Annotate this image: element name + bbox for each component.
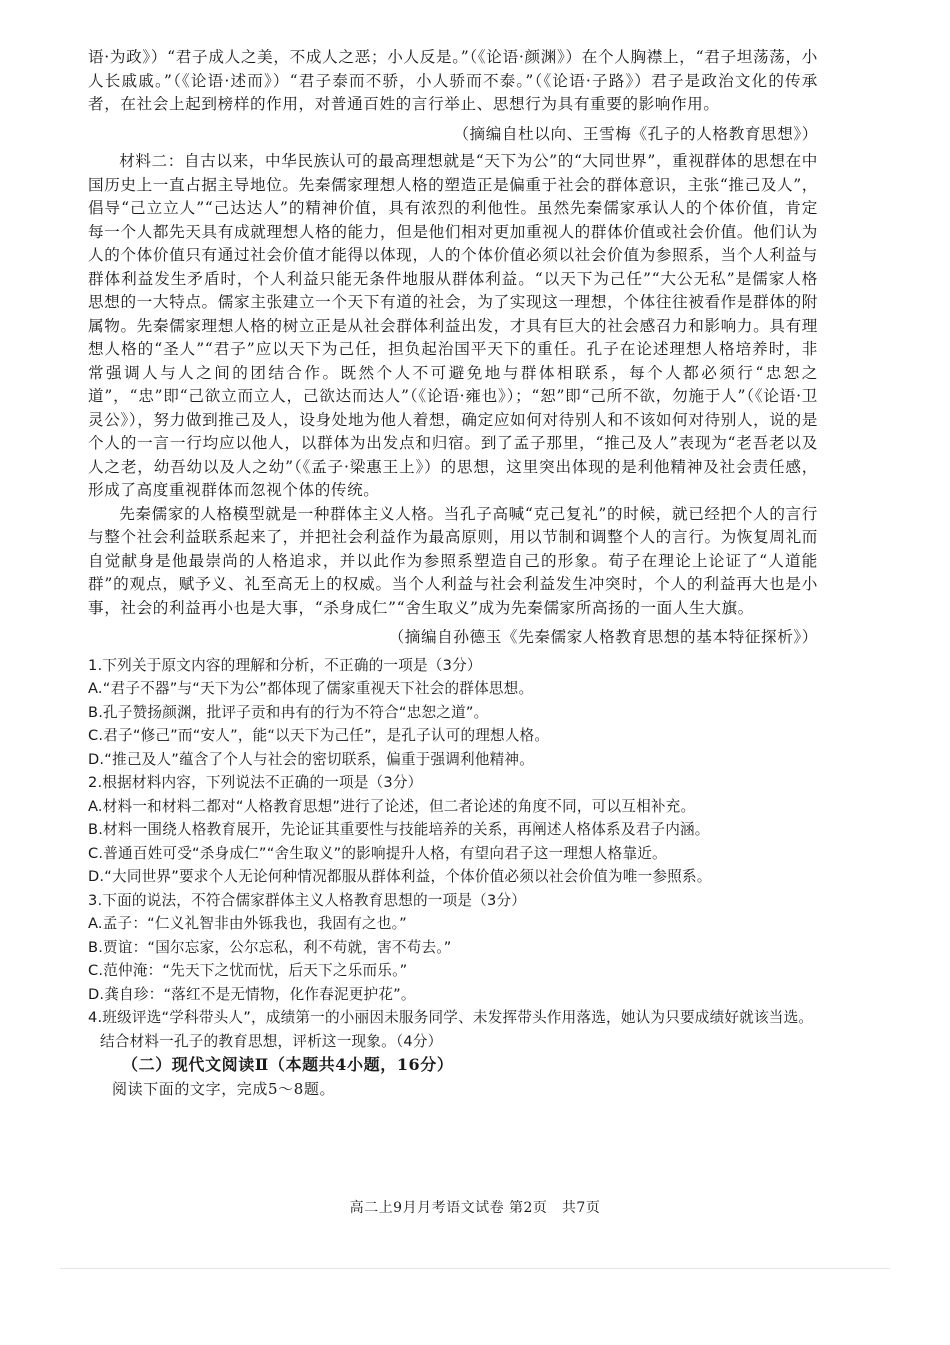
- material-two-paragraph-1: 材料二：自古以来，中华民族认可的最高理想就是“天下为公”的“大同世界”，重视群体的思想在中国历史上一直占据主导地位。先秦儒家理想人格的塑造正是偏重于社会的群体意识，主张“推己及人”，倡导“己立立人”“己达达人”的精神价值，具有浓烈的利他性。虽然先秦儒家承认人的个体价值，肯定每一个人都先天具有成就理想人格的能力，但是他们相对更加重视人的群体价值或社会价值。他们认为人的个体价值只有通过社会价值才能得以体现，人的个体价值必须以社会价值为参照系，当个人利益与群体利益发生矛盾时，个人利益只能无条件地服从群体利益。“以天下为己任”“大公无私”是儒家人格思想的一大特点。儒家主张建立一个天下有道的社会，为了实现这一理想，个体往往被看作是群体的附属物。先秦儒家理想人格的树立正是从社会群体利益出发，才具有巨大的社会感召力和影响力。具有理想人格的“圣人”“君子”应以天下为己任，担负起治国平天下的重任。孔子在论述理想人格培养时，非常强调人与人之间的团结合作。既然个人不可避免地与群体相联系，每个人都必须行“忠恕之道”，“忠”即“己欲立而立人，己欲达而达人”（《论语·雍也》）；“恕”即“己所不欲，勿施于人”（《论语·卫灵公》），努力做到推己及人，设身处地为他人着想，确定应如何对待别人和不该如何对待别人，说的是个人的一言一行均应以他人，以群体为出发点和归宿。到了孟子那里，“推己及人”表现为“老吾老以及人之老，幼吾幼以及人之幼”（《孟子·梁惠王上》）的思想，这里突出体现的是利他精神及社会责任感，形成了高度重视群体而忽视个体的传统。: [88, 152, 818, 499]
- option-c: C.范仲淹：“先天下之忧而忧，后天下之乐而乐。”: [88, 962, 408, 979]
- option-a: A.材料一和材料二都对“人格教育思想”进行了论述，但二者论述的角度不同，可以互相补充。: [88, 797, 696, 815]
- question-stem: 3.下面的说法，不符合儒家群体主义人格教育思想的一项是（3分）: [88, 891, 527, 909]
- material-two-source: （摘编自孙德玉《先秦儒家人格教育思想的基本特征探析》）: [388, 628, 818, 646]
- material-two: [88, 150, 818, 650]
- material-one-source: （摘编自杜以向、王雪梅《孔子的人格教育思想》）: [453, 124, 818, 143]
- option-a: A.“君子不器”与“天下为公”都体现了儒家重视天下社会的群体思想。: [88, 680, 534, 697]
- section-heading: （二）现代文阅读Ⅱ（本题共4小题，16分）: [122, 1055, 454, 1074]
- question-4: [88, 1006, 818, 1053]
- question-2: [88, 771, 818, 889]
- option-b: B.贾谊：“国尔忘家，公尔忘私，利不苟就，害不苟去。”: [88, 938, 452, 956]
- question-stem: 2.根据材料内容，下列说法不正确的一项是（3分）: [88, 774, 423, 791]
- page-footer: 高二上9月月考语文试卷 第2页 共7页: [349, 1200, 601, 1216]
- material-two-paragraph-2: 先秦儒家的人格模型就是一种群体主义人格。当孔子高喊“克己复礼”的时候，就已经把个人的言行与整个社会利益联系起来了，并把社会利益作为最高原则，用以节制和调整个人的言行。为恢复周礼而自觉献身是他最崇尚的人格追求，并以此作为参照系塑造自己的形象。荀子在理论上论证了“人道能群”的观点，赋予义、礼至高无上的权威。当个人利益与社会利益发生冲突时，个人的利益再大也是小事，社会的利益再小也是大事，“杀身成仁”“舍生取义”成为先秦儒家所高扬的一面人生大旗。: [88, 504, 818, 617]
- option-d: D.“大同世界”要求个人无论何种情况都服从群体利益，个体价值必须以社会价值为唯一参照系。: [88, 868, 712, 885]
- option-c: C.普通百姓可受“杀身成仁”“舍生取义”的影响提升人格，有望向君子这一理想人格靠近。: [88, 844, 667, 862]
- section-instruction: 阅读下面的文字，完成5～8题。: [112, 1080, 336, 1098]
- option-a: A.孟子：“仁义礼智非由外铄我也，我固有之也。”: [88, 915, 407, 932]
- question-1: [88, 654, 818, 772]
- question-stem: 1.下列关于原文内容的理解和分析，不正确的一项是（3分）: [88, 656, 482, 674]
- question-stem: 4.班级评选“学科带头人”，成绩第一的小丽因未服务同学、未发挥带头作用落选，她认为只要成绩好就该当选。结合材料一孔子的教育思想，评析这一现象。（4分）: [88, 1009, 814, 1050]
- question-3: [88, 889, 818, 1007]
- option-d: D.龚自珍：“落红不是无情物，化作春泥更护花”。: [88, 985, 416, 1003]
- option-b: B.孔子赞扬颜渊，批评子贡和冉有的行为不符合“忠恕之道”。: [88, 703, 489, 721]
- option-b: B.材料一围绕人格教育展开，先论证其重要性与技能培养的关系，再阐述人格体系及君子内涵。: [88, 821, 710, 838]
- option-d: D.“推己及人”蕴含了个人与社会的密切联系，偏重于强调利他精神。: [88, 750, 535, 768]
- bottom-divider: [60, 1268, 890, 1269]
- material-one-tail: [88, 46, 818, 146]
- material-one-text: 语·为政》）“君子成人之美，不成人之恶；小人反是。”（《论语·颜渊》）在个人胸襟上，“君子坦荡荡，小人长戚戚。”（《论语·述而》）“君子泰而不骄，小人骄而不泰。”（《论语·子路》）君子是政治文化的传承者，在社会上起到榜样的作用，对普通百姓的言行举止、思想行为具有重要的影响作用。: [88, 48, 818, 113]
- option-c: C.君子“修己”而“安人”，能“以天下为己任”，是孔子认可的理想人格。: [88, 727, 550, 744]
